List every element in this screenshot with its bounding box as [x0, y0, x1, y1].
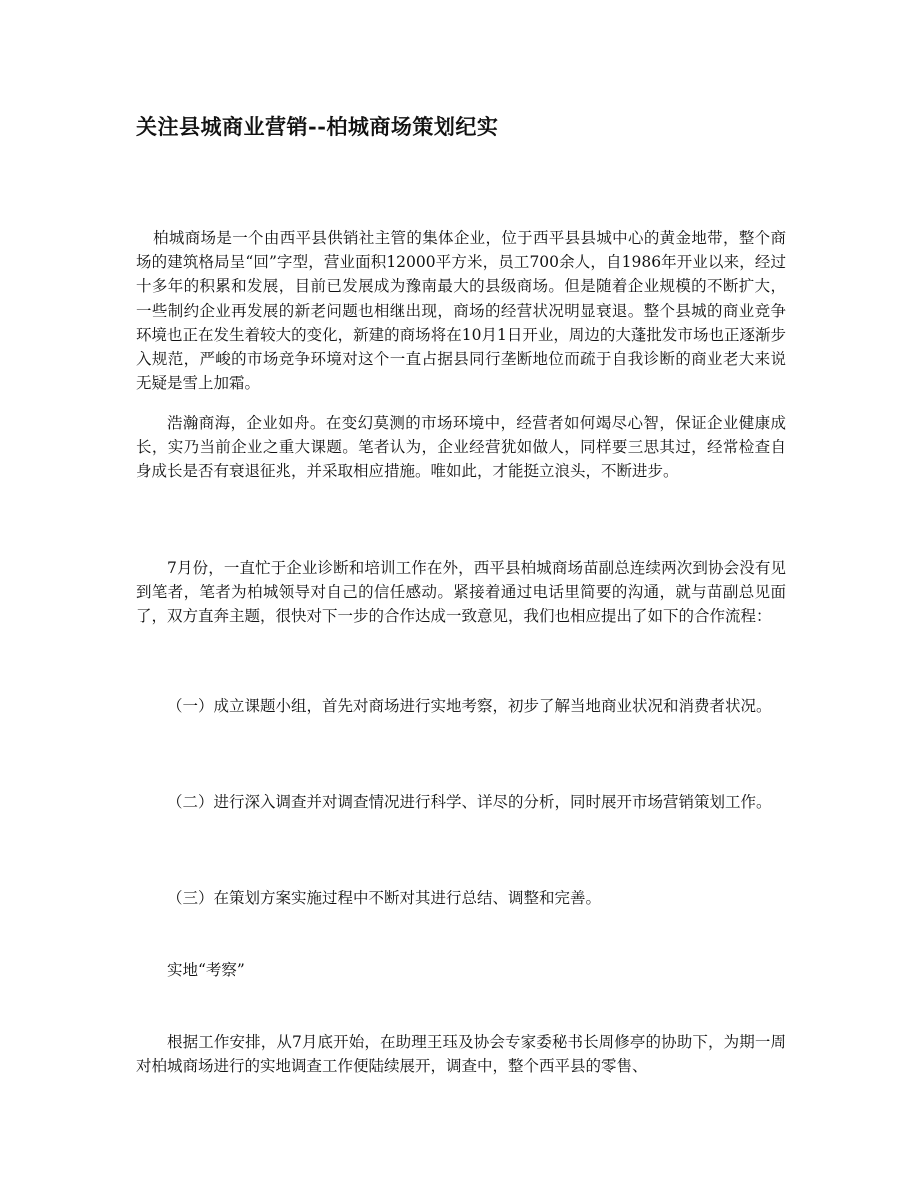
- paragraph-july-meeting: 7月份，一直忙于企业诊断和培训工作在外，西平县柏城商场苗副总连续两次到协会没有见到笔者，笔者为柏城领导对自己的信任感动。紧接着通过电话里简要的沟通，就与苗副总见面了，双方直奔主题，很快对下一步的合作达成一致意见，我们也相应提出了如下的合作流程：: [136, 559, 786, 626]
- paragraph-company-intro: 柏城商场是一个由西平县供销社主管的集体企业，位于西平县县城中心的黄金地带，整个商场的建筑格局呈“回”字型，营业面积12000平方米，员工700余人，自1986年开业以来，经过十多年的积累和发展，目前已发展成为豫南最大的县级商场。但是随着企业规模的不断扩大，一些制约企业再发展的新老问题也相继出现，商场的经营状况明显衰退。整个县城的商业竞争环境也正在发生着较大的变化，新建的商场将在10月1日开业，周边的大蓬批发市场也正逐渐步入规范，严峻的市场竞争环境对这个一直占据县同行垄断地位而疏于自我诊断的商业老大来说无疑是雪上加霜。: [136, 229, 786, 393]
- document-title: 关注县城商业营销--柏城商场策划纪实: [136, 114, 499, 139]
- paragraph-inspection-start: 根据工作安排，从7月底开始，在助理王珏及协会专家委秘书长周修亭的协助下，为期一周对柏城商场进行的实地调查工作便陆续展开，调查中，整个西平县的零售、: [136, 1033, 786, 1076]
- paragraph-step-one: （一）成立课题小组，首先对商场进行实地考察，初步了解当地商业状况和消费者状况。: [167, 697, 772, 715]
- paragraph-step-two: （二）进行深入调查并对调查情况进行科学、详尽的分析，同时展开市场营销策划工作。: [167, 793, 772, 811]
- section-heading-site-inspection: 实地“考察”: [167, 961, 245, 979]
- paragraph-step-three: （三）在策划方案实施过程中不断对其进行总结、调整和完善。: [167, 889, 602, 907]
- paragraph-business-sea: 浩瀚商海，企业如舟。在变幻莫测的市场环境中，经营者如何竭尽心智，保证企业健康成长，实乃当前企业之重大课题。笔者认为，企业经营犹如做人，同样要三思其过，经常检查自身成长是否有衰退征兆，并采取相应措施。唯如此，才能挺立浪头，不断进步。: [136, 414, 786, 481]
